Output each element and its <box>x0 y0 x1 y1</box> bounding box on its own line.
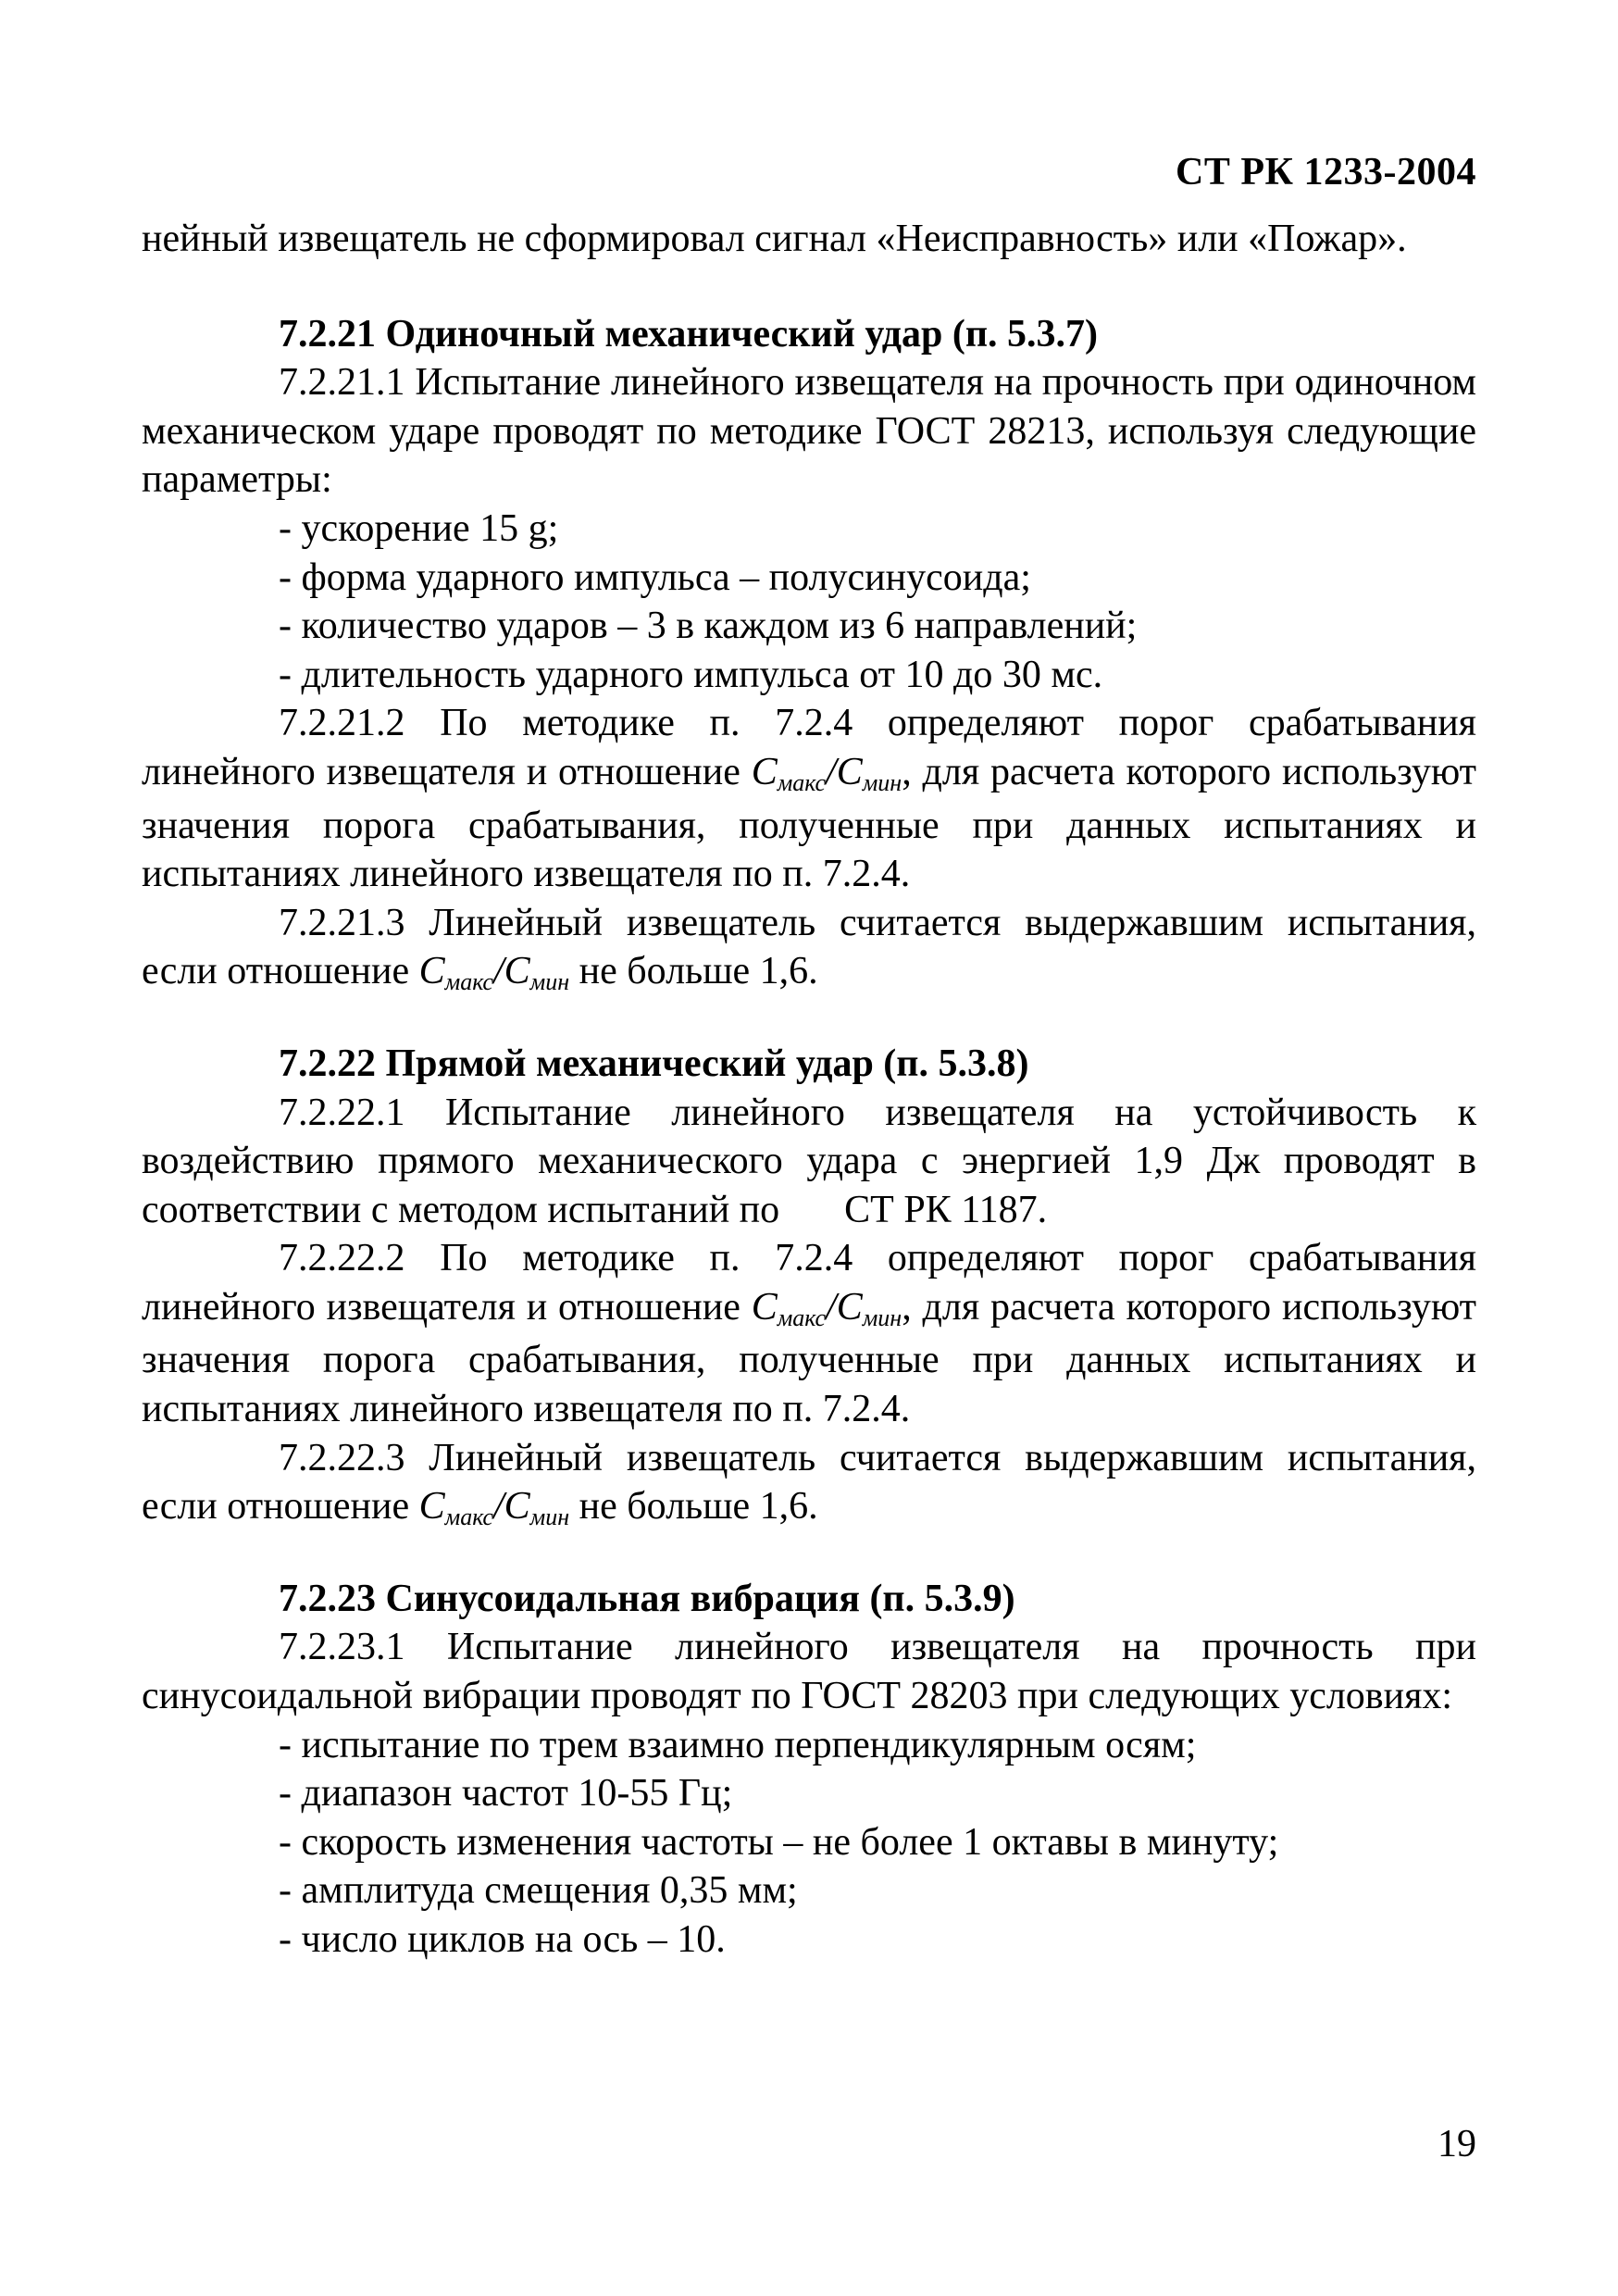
ratio-formula <box>752 1286 902 1329</box>
section-7-2-23-condition-list <box>142 1721 1476 1965</box>
ratio-slash: / <box>492 1485 504 1529</box>
ratio-formula <box>418 1485 570 1531</box>
list-item: - количество ударов – 3 в каждом из 6 направлений; <box>279 605 1138 648</box>
ratio-symbol: C <box>418 950 445 993</box>
ratio-subscript: мин <box>862 1304 902 1331</box>
ratio-symbol: C <box>836 750 863 793</box>
section-7-2-21-1-paragraph: 7.2.21.1 Испытание линейного извещателя на прочность при одиночном механическом ударе проводят по методике ГОСТ 28213, используя следующие параметры: <box>142 361 1476 502</box>
ratio-symbol: C <box>836 1285 863 1329</box>
ratio-subscript: мин <box>862 768 902 796</box>
document-code-header: СТ РК 1233-2004 <box>1176 151 1476 193</box>
section-7-2-21-title: 7.2.21 Одиночный механический удар (п. 5.3.7) <box>279 312 1099 356</box>
paragraph-text: 7.2.22.3 Линейный извещатель считается выдержавшим испытания, если отношение <box>142 1436 1476 1529</box>
section-7-2-22-title: 7.2.22 Прямой механический удар (п. 5.3.8) <box>279 1042 1029 1085</box>
section-7-2-23-1-paragraph: 7.2.23.1 Испытание линейного извещателя на прочность при синусоидальной вибрации проводят по ГОСТ 28203 при следующих условиях: <box>142 1626 1476 1718</box>
paragraph-text: 7.2.21.3 Линейный извещатель считается выдержавшим испытания, если отношение <box>142 901 1476 993</box>
intro-continuation: нейный извещатель не сформировал сигнал «Неисправность» или «Пожар». <box>142 218 1407 260</box>
ratio-symbol: C <box>751 1285 778 1329</box>
section-7-2-21-2-paragraph <box>142 699 1476 898</box>
ratio-slash: / <box>826 750 837 793</box>
paragraph-text: , для расчета которого используют значения порога срабатывания, полученные при данных испытаниях и испытаниях линейного извещателя по п. 7.2.4. <box>142 750 1477 896</box>
list-item: - скорость изменения частоты – не более 1 октавы в минуту; <box>279 1820 1279 1864</box>
ratio-subscript: макс <box>777 1304 827 1331</box>
list-item: - число циклов на ось – 10. <box>279 1918 726 1961</box>
section-7-2-22-3-paragraph <box>142 1434 1476 1536</box>
ratio-formula <box>418 950 570 996</box>
ratio-subscript: макс <box>444 968 493 996</box>
ratio-slash: / <box>492 950 504 993</box>
list-item: - ускорение 15 g; <box>279 506 559 550</box>
paragraph-text: не больше 1,6. <box>569 950 818 993</box>
paragraph-text: 7.2.22.1 Испытание линейного извещателя на устойчивость к воздействию прямого механического удара с энергией 1,9 Дж проводят в соответствии с методом испытаний по <box>142 1091 1476 1231</box>
paragraph-text: 7.2.22.2 По методике п. 7.2.4 определяют порог срабатывания линейного извещателя и отношение <box>142 1237 1476 1329</box>
list-item: - длительность ударного импульса от 10 до 30 мс. <box>279 653 1103 696</box>
ratio-symbol: C <box>751 750 778 793</box>
page-number: 19 <box>1438 2123 1476 2165</box>
section-7-2-21-3-paragraph <box>142 899 1476 1001</box>
section-7-2-21-parameter-list <box>142 505 1476 699</box>
ratio-subscript: мин <box>529 968 570 996</box>
list-item: - амплитуда смещения 0,35 мм; <box>279 1869 798 1913</box>
ratio-symbol: C <box>418 1485 445 1529</box>
ratio-symbol: C <box>504 950 530 993</box>
ratio-formula <box>751 750 902 796</box>
list-item: - форма ударного импульса – полусинусоида; <box>279 555 1031 599</box>
paragraph-text: 7.2.21.2 По методике п. 7.2.4 определяют порог срабатывания линейного извещателя и отношение <box>142 702 1476 793</box>
paragraph-text: , для расчета которого используют значения порога срабатывания, полученные при данных испытаниях и испытаниях линейного извещателя по п. 7.2.4. <box>142 1285 1477 1431</box>
ratio-slash: / <box>826 1285 837 1329</box>
list-item: - испытание по трем взаимно перпендикулярным осям; <box>279 1723 1197 1766</box>
section-7-2-23-title: 7.2.23 Синусоидальная вибрация (п. 5.3.9) <box>279 1577 1015 1620</box>
ratio-subscript: макс <box>777 768 827 796</box>
section-7-2-22-1-paragraph <box>142 1089 1476 1235</box>
paragraph-text: СТ РК 1187. <box>844 1188 1048 1231</box>
ratio-subscript: мин <box>529 1504 570 1531</box>
paragraph-text: не больше 1,6. <box>569 1485 818 1529</box>
list-item: - диапазон частот 10-55 Гц; <box>279 1772 733 1816</box>
page-content <box>142 215 1476 1965</box>
section-7-2-22-2-paragraph <box>142 1234 1476 1433</box>
ratio-symbol: C <box>504 1485 530 1529</box>
ratio-subscript: макс <box>444 1504 493 1531</box>
